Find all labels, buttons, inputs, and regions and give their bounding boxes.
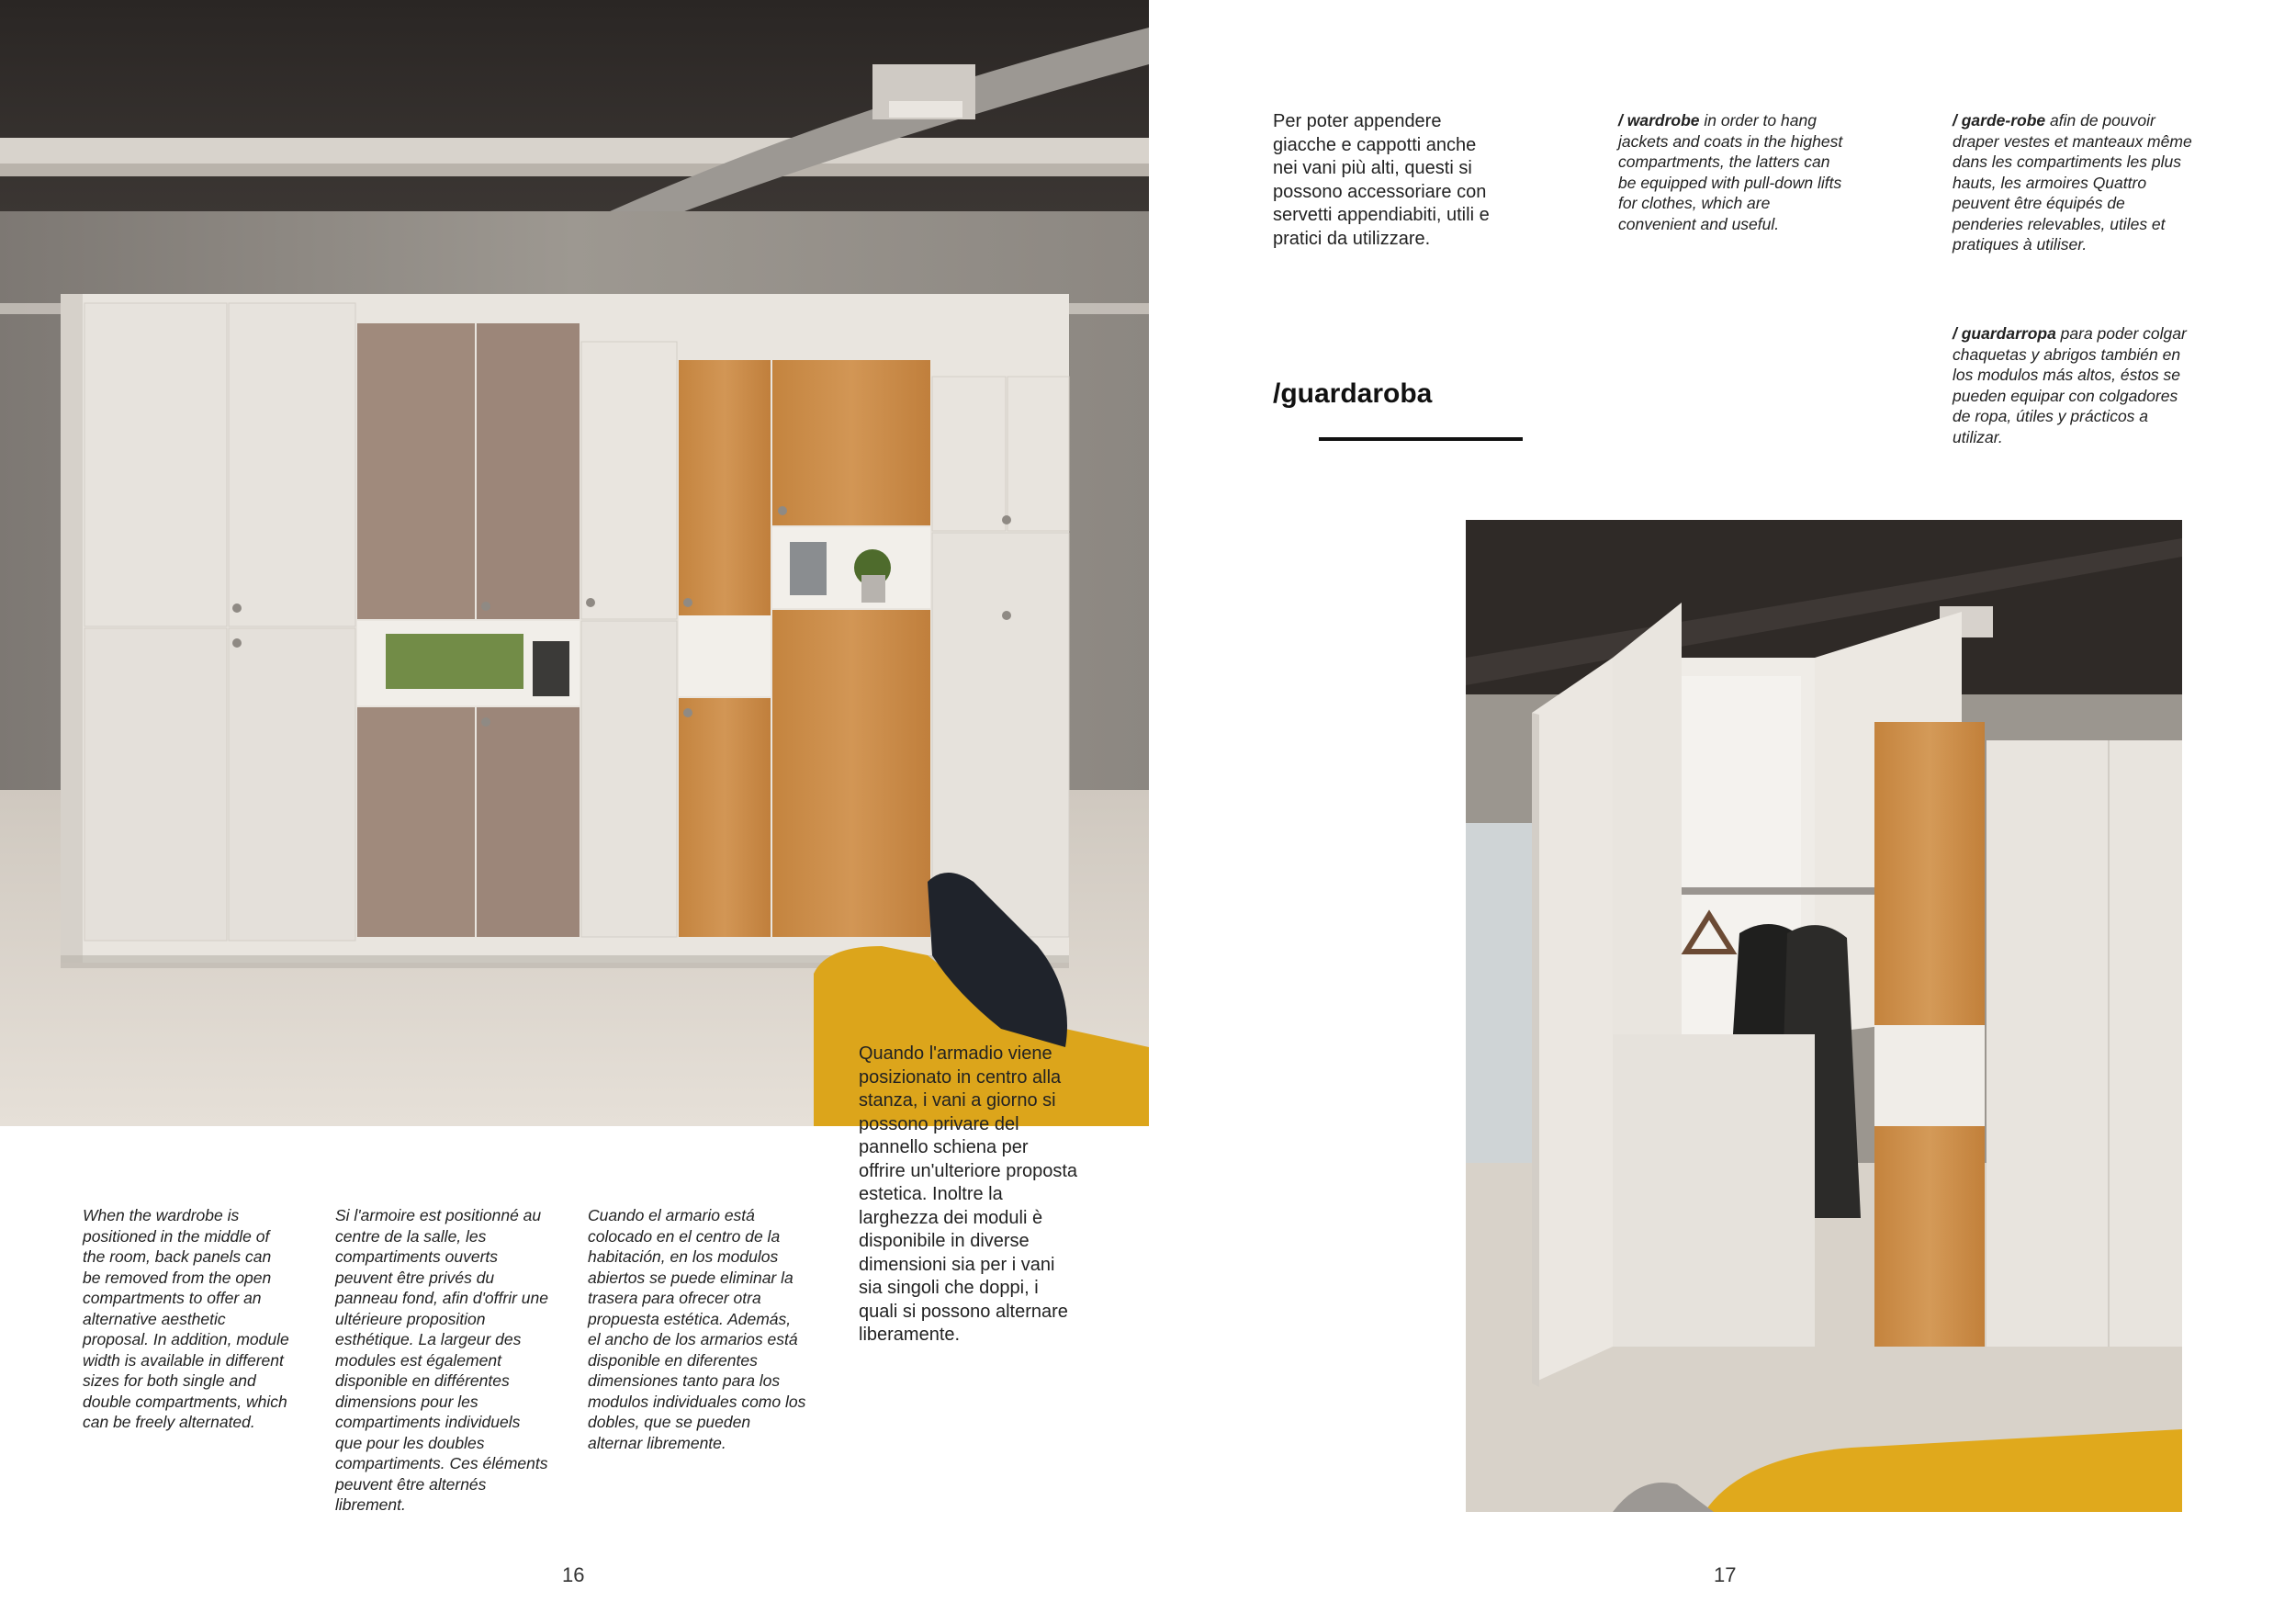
label-guardarropa: / guardarropa [1953, 324, 2056, 343]
section-underline [1319, 437, 1523, 441]
caption-english: When the wardrobe is positioned in the middle of the room, back panels can be removed from the open compartments to offer an alternative aesthetic proposal. In addition, module width is available in different sizes for both single and double compartments, which can be freely alternated. [83, 1206, 289, 1431]
text-spanish-body: para poder colgar chaquetas y abrigos también en los modulos más altos, éstos se pueden equipar con colgadores de ropa, útiles y prácticos a utilizar. [1953, 324, 2187, 446]
page-number-16: 16 [562, 1563, 585, 1586]
text-spanish [1953, 323, 2193, 447]
caption-french: Si l'armoire est positionné au centre de la salle, les compartiments ouverts peuvent être privés du panneau fond, afin d'offrir une ultérieure proposition esthétique. La largeur des modules est également disponible en différentes dimensions pour les compartiments individuels que pour les doubles compartiments. Ces éléments peuvent être alternés librement. [335, 1206, 548, 1514]
page-number-17: 17 [1714, 1563, 1737, 1586]
caption-spanish: Cuando el armario está colocado en el centro de la habitación, en los modulos abiertos se puede eliminar la trasera para ofrecer otra propuesta estética. Además, el ancho de los armarios está disponible en diferentes dimensiones tanto para los modulos individuales como los dobles, que se pueden alternar libremente. [588, 1206, 806, 1452]
text-english-body: in order to hang jackets and coats in the highest compartments, the latters can be equipped with pull-down lifts for clothes, which are convenient and useful. [1618, 111, 1843, 233]
text-french-body: afin de pouvoir draper vestes et manteaux même dans les compartiments les plus hauts, les armoires Quattro peuvent être équipés de penderies relevables, utiles et pratiques à utiliser. [1953, 111, 2192, 254]
text-english [1618, 110, 1843, 234]
label-garde-robe: / garde-robe [1953, 111, 2046, 130]
section-title: /guardaroba [1273, 378, 1433, 409]
label-wardrobe: / wardrobe [1618, 111, 1700, 130]
caption-italian: Quando l'armadio viene posizionato in centro alla stanza, i vani a giorno si possono privare del pannello schiena per offrire un'ulteriore proposta estetica. Inoltre la larghezza dei moduli è disponibile in diverse dimensioni sia per i vani sia singoli che doppi, i quali si possono alternare liberamente. [859, 1043, 1078, 1345]
open-wardrobe-photo [1466, 520, 2182, 1512]
text-italian: Per poter appendere giacche e cappotti anche nei vani più alti, questi si possono accessoriare con servetti appendiabiti, utili e pratici da utilizzare. [1273, 111, 1490, 249]
wardrobe-room-photo [0, 0, 1149, 1126]
right-page [1148, 0, 2296, 1624]
text-french [1953, 110, 2193, 255]
